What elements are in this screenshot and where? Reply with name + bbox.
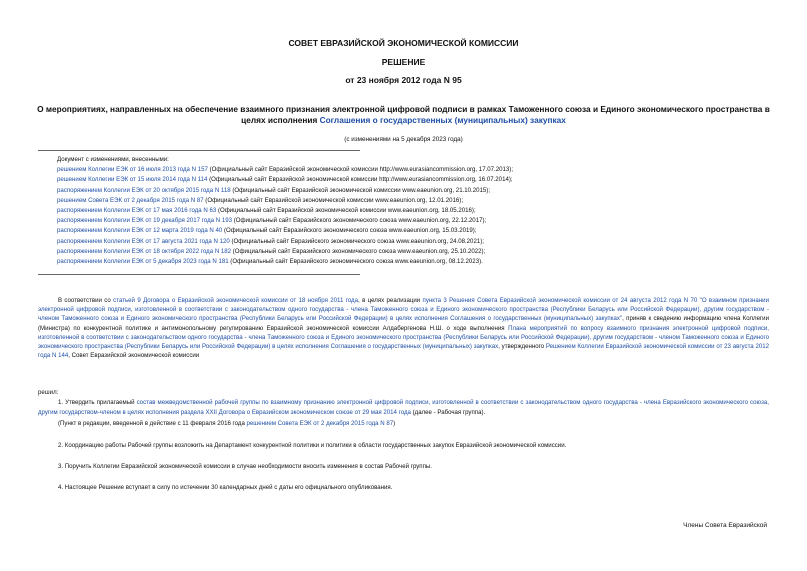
edit-note-link[interactable]: решением Совета ЕЭК от 2 декабря 2015 года N 87 — [246, 420, 394, 427]
history-item-source: (Официальный сайт Евразийской экономической комиссии www.eaeunion.org, 21.10.2015); — [230, 186, 491, 194]
issuer-heading: СОВЕТ ЕВРАЗИЙСКОЙ ЭКОНОМИЧЕСКОЙ КОМИССИИ — [288, 38, 519, 48]
edit-note-text: (Пункт в редакции, введенной в действие с 11 февраля 2016 года — [58, 420, 247, 427]
history-item-link[interactable]: распоряжением Коллегии ЕЭК от 17 мая 2016 года N 63 — [57, 206, 217, 214]
document-title — [30, 104, 777, 126]
title-agreement-link[interactable]: Соглашения о государственных (муниципальных) закупках — [319, 115, 566, 125]
preamble-paragraph — [38, 296, 769, 360]
amendment-note: (с изменениями на 5 декабря 2023 года) — [344, 136, 463, 143]
item-3-paragraph: 3. Поручить Коллегии Евразийской экономической комиссии в случае необходимости вносить изменения в состав Рабочей группы. — [58, 463, 432, 470]
history-item-link[interactable]: решением Совета ЕЭК от 2 декабря 2015 года N 87 — [57, 196, 204, 204]
item-4-paragraph: 4. Настоящее Решение вступает в силу по истечении 30 календарных дней с даты его официального опубликования. — [58, 484, 393, 491]
history-item-link[interactable]: распоряжением Коллегии ЕЭК от 20 октября 2015 года N 118 — [57, 186, 231, 194]
amendment-history — [57, 155, 617, 267]
preamble-text: В соответствии со — [58, 297, 114, 304]
action-plan-link[interactable]: Плана мероприятий по вопросу взаимного признания электронной цифровой подписи, изготовленной в соответствии с законодательством одного государства - члена Таможенного союза и Единого экономического пространства (Республики Беларусь или Российской Федерации), другим государством - членом Таможенного союза и Единого экономического пространства (Республики Беларусь или Российской Федерации) в целях исполнения Соглашения о государственных (муниципальных) закупках — [38, 324, 769, 351]
history-heading: Документ с изменениями, внесенными: — [57, 156, 169, 163]
preamble-text: , утвержденного — [498, 343, 546, 351]
decided-label: решил: — [38, 389, 59, 396]
history-item-source: (Официальный сайт Евразийской экономической комиссии www.eaeunion.org, 18.05.2016); — [216, 206, 476, 214]
history-item — [57, 165, 617, 175]
history-item — [57, 196, 617, 206]
history-item — [57, 257, 617, 267]
document-date-number: от 23 ноября 2012 года N 95 — [345, 75, 462, 85]
title-text: О мероприятиях, направленных на обеспечение взаимного признания электронной цифровой подписи в рамках Таможенного союза и Единого экономического пространства в целях исполнения — [37, 104, 770, 125]
history-item-source: (Официальный сайт Евразийского экономического союза www.eaeunion.org, 08.12.2023). — [228, 257, 483, 265]
history-item-link[interactable]: распоряжением Коллегии ЕЭК от 18 октября 2022 года N 182 — [57, 247, 232, 255]
preamble-text: , приняв к сведению информацию члена Коллегии (Министра) по конкурентной политике и антимонопольному регулированию Евразийской экономической комиссии Алдабергенова Н.Ш. о ходе выполнения — [38, 315, 769, 332]
preamble-text: , в целях реализации — [358, 297, 423, 304]
document-type: РЕШЕНИЕ — [381, 57, 426, 67]
history-item-link[interactable]: решением Коллегии ЕЭК от 15 июля 2014 года N 114 — [57, 176, 208, 184]
item-1-text: (далее - Рабочая группа). — [410, 408, 486, 416]
history-item — [57, 226, 617, 236]
history-item-source: (Официальный сайт Евразийской экономической комиссии http://www.eurasiancommission.org, 17.07.2013); — [207, 166, 514, 174]
history-item-source: (Официальный сайт Евразийского экономического союза www.eaeunion.org, 25.10.2022); — [231, 247, 486, 255]
history-item — [57, 186, 617, 196]
history-top-divider — [38, 150, 360, 151]
preamble-text: , Совет Евразийской экономической комиссии — [68, 352, 200, 360]
collegium-decision-link[interactable]: Решением Коллегии Евразийской экономической комиссии от 23 августа 2012 года N 144 — [38, 343, 770, 360]
signature-block: Члены Совета Евразийской — [683, 522, 767, 529]
item-2-paragraph: 2. Координацию работы Рабочей группы возложить на Департамент конкурентной политики и политики в области государственных закупок Евразийской экономической комиссии. — [58, 442, 567, 449]
history-item — [57, 216, 617, 226]
council-decision-link[interactable]: пункта 3 Решения Совета Евразийской экономической комиссии от 24 августа 2012 года N 70 "О взаимном признании электронной цифровой подписи, изготовленной в соответствии с законодательством одного государства - члена Таможенного союза и Единого экономического пространства (Республики Беларусь или Российской Федерации), другим государством - членом Таможенного союза и Единого экономического пространства (Республики Беларусь или Российской Федерации) в целях исполнения Соглашения о государственных (муниципальных) закупках" — [38, 297, 769, 323]
history-item-link[interactable]: распоряжением Коллегии ЕЭК от 12 марта 2019 года N 40 — [57, 227, 223, 235]
history-item-link[interactable]: решением Коллегии ЕЭК от 16 июля 2013 года N 157 — [57, 166, 208, 174]
history-item-source: (Официальный сайт Евразийского экономического союза www.eaeunion.org, 22.12.2017); — [232, 217, 487, 225]
history-item-link[interactable]: распоряжением Коллегии ЕЭК от 19 декабря 2017 года N 193 — [57, 217, 232, 225]
history-bottom-divider — [38, 274, 360, 275]
history-item-source: (Официальный сайт Евразийского экономического союза www.eaeunion.org, 15.03.2019); — [222, 227, 477, 235]
item-1-paragraph — [38, 398, 769, 417]
history-item-link[interactable]: распоряжением Коллегии ЕЭК от 17 августа 2021 года N 120 — [57, 237, 230, 245]
history-item-source: (Официальный сайт Евразийской экономической комиссии www.eaeunion.org, 12.01.2016); — [203, 196, 464, 204]
history-item — [57, 247, 617, 257]
history-item — [57, 237, 617, 247]
history-item — [57, 206, 617, 216]
working-group-composition-link[interactable]: состав межведомственной рабочей группы по взаимному признанию электронной цифровой подписи, изготовленной в соответствии с законодательством одного государства - члена Евразийского экономического союза, другим государством-членом в целях исполнения раздела XXII Договора о Евразийском экономическом союзе от 29 мая 2014 года — [38, 399, 769, 416]
edit-note-text: ) — [393, 420, 396, 427]
treaty-article-link[interactable]: статьей 9 Договора о Евразийской экономической комиссии от 18 ноября 2011 года — [113, 297, 359, 304]
item-1-text: 1. Утвердить прилагаемый — [58, 399, 137, 406]
history-item — [57, 175, 617, 185]
history-item-source: (Официальный сайт Евразийской экономической комиссии http://www.eurasiancommission.org, 16.07.2014); — [207, 176, 513, 184]
item-1-edit-note — [58, 419, 769, 429]
history-item-link[interactable]: распоряжением Коллегии ЕЭК от 5 декабря 2023 года N 181 — [57, 257, 229, 265]
history-item-source: (Официальный сайт Евразийского экономического союза www.eaeunion.org, 24.08.2021); — [229, 237, 484, 245]
